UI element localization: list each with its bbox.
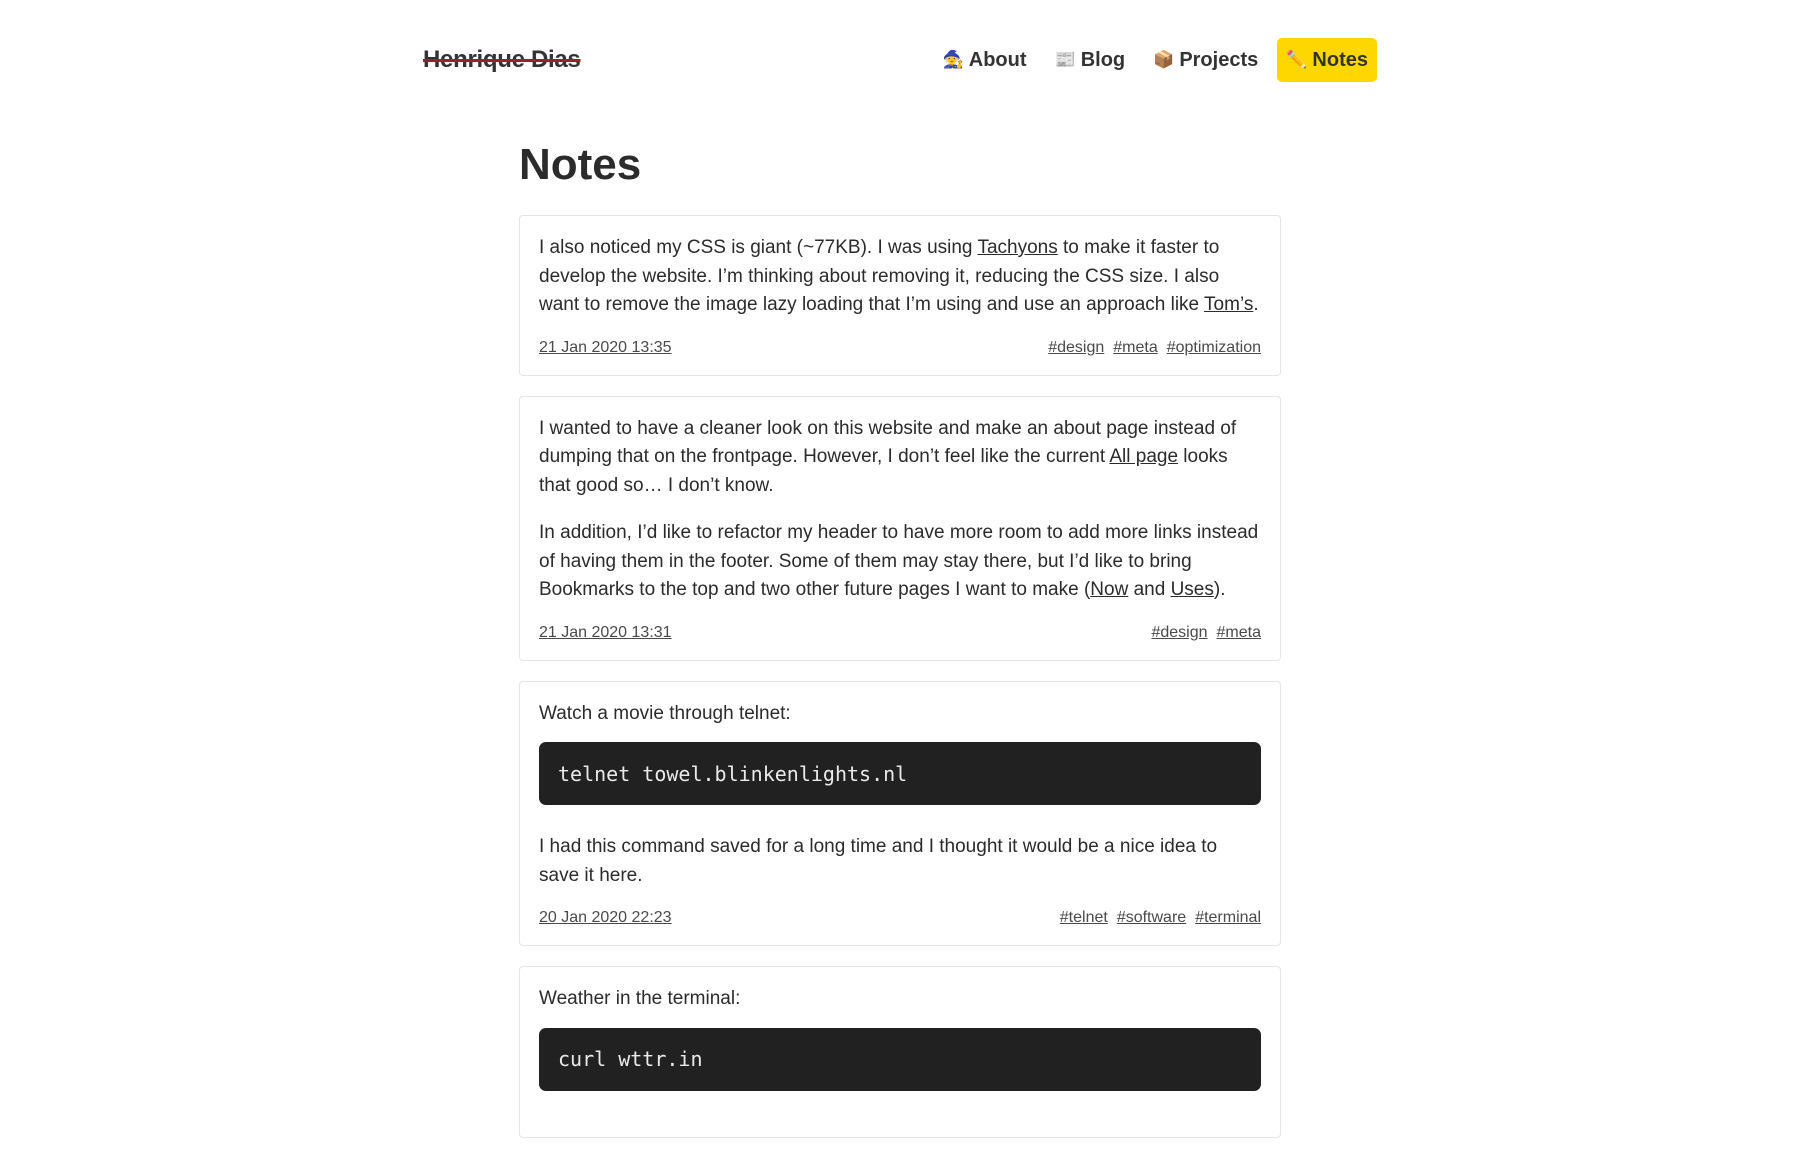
note-text: . <box>1253 294 1259 315</box>
nav-about-label: About <box>968 48 1027 71</box>
main-content <box>519 135 1281 1158</box>
tag-link[interactable]: #design <box>1048 338 1105 356</box>
note-card <box>519 396 1281 661</box>
main-nav <box>934 38 1377 82</box>
nav-projects[interactable] <box>1144 38 1267 82</box>
pencil-icon: ✏️ <box>1286 50 1308 69</box>
note-body <box>539 234 1261 320</box>
note-text: and <box>1128 579 1171 600</box>
note-body <box>539 519 1261 605</box>
note-card <box>519 966 1281 1138</box>
note-intro: Weather in the terminal: <box>539 988 741 1009</box>
uses-link[interactable]: Uses <box>1170 579 1214 600</box>
toms-link[interactable]: Tom’s <box>1204 294 1254 315</box>
nav-about[interactable] <box>934 38 1036 82</box>
note-date-link[interactable]: 21 Jan 2020 13:31 <box>539 623 672 641</box>
code-block: telnet towel.blinkenlights.nl <box>539 742 1261 805</box>
site-header <box>423 38 1377 82</box>
note-meta <box>539 339 1261 357</box>
package-icon: 📦 <box>1153 50 1175 69</box>
note-text: to make it faster to develop the website. I’m thinking about removing it, reducing the CSS size. I also want to remove the image lazy loading that I’m using and use an approach like <box>539 237 1220 315</box>
note-text: In addition, I’d like to refactor my header to have more room to add more links instead of having them in the footer. Some of them may stay there, but I’d like to bring Bookmarks to the top and two other future pages I want to make ( <box>539 522 1259 600</box>
tag-link[interactable]: #meta <box>1216 623 1261 641</box>
wizard-icon: 🧙 <box>942 50 964 69</box>
tag-link[interactable]: #terminal <box>1195 909 1261 926</box>
all-page-link[interactable]: All page <box>1109 446 1179 467</box>
note-card <box>519 215 1281 376</box>
tachyons-link[interactable]: Tachyons <box>977 237 1058 258</box>
note-date-link[interactable]: 21 Jan 2020 13:35 <box>539 338 672 356</box>
tag-link[interactable]: #meta <box>1113 338 1158 356</box>
note-meta <box>539 909 1261 927</box>
tag-link[interactable]: #optimization <box>1166 338 1261 356</box>
note-date-link[interactable]: 20 Jan 2020 22:23 <box>539 909 672 926</box>
note-tags <box>1048 339 1261 357</box>
site-logo[interactable]: Henrique Dias <box>423 46 581 73</box>
nav-notes[interactable] <box>1277 38 1377 82</box>
note-meta <box>539 624 1261 642</box>
tag-link[interactable]: #software <box>1116 909 1187 926</box>
note-text: I also noticed my CSS is giant (~77KB). I was using <box>539 237 978 258</box>
tag-link[interactable]: #design <box>1151 623 1208 641</box>
note-body: I had this command saved for a long time and I thought it would be a nice idea to save it here. <box>539 836 1218 886</box>
note-card <box>519 681 1281 947</box>
note-tags <box>1060 909 1261 927</box>
page-title: Notes <box>519 140 642 189</box>
code-block: curl wttr.in <box>539 1028 1261 1091</box>
nav-projects-label: Projects <box>1179 48 1259 71</box>
note-text: looks that good so… I don’t know. <box>539 446 1228 496</box>
now-link[interactable]: Now <box>1090 579 1129 600</box>
tag-link[interactable]: #telnet <box>1059 909 1108 926</box>
nav-blog-label: Blog <box>1080 48 1126 71</box>
nav-blog[interactable] <box>1046 38 1135 82</box>
note-text: I wanted to have a cleaner look on this website and make an about page instead of dumping that on the frontpage. However, I don’t feel like the current <box>539 417 1237 467</box>
nav-notes-label: Notes <box>1312 48 1368 71</box>
newspaper-icon: 📰 <box>1054 50 1076 69</box>
note-tags <box>1151 624 1261 642</box>
note-intro: Watch a movie through telnet: <box>539 702 791 724</box>
note-text: ). <box>1213 579 1226 600</box>
note-body <box>539 415 1261 501</box>
